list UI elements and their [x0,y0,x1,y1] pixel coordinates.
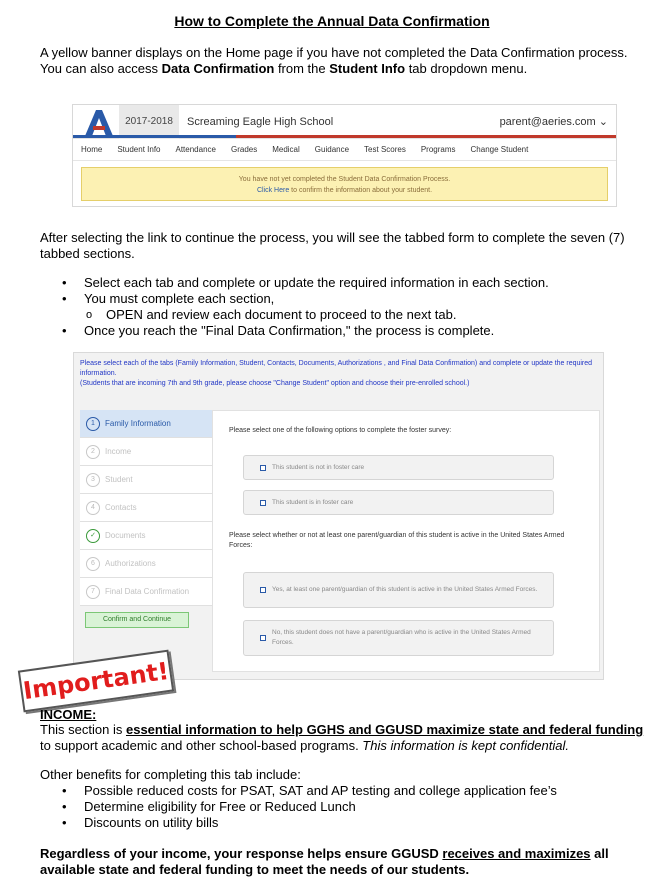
nav-guidance[interactable]: Guidance [314,145,350,154]
nav-grades[interactable]: Grades [230,145,258,154]
tab-family-information[interactable] [80,410,213,438]
tab-label: Contacts [105,503,137,512]
nav-student-info[interactable]: Student Info [117,145,161,154]
intro-text: from the [274,61,330,76]
tab-label: Family Information [105,419,171,428]
header-accent-bar [73,135,616,138]
closing-text: Regardless of your income, your response helps ensure GGUSD [40,846,443,861]
income-confidential-note: This information is kept confidential. [362,738,569,753]
confirm-and-continue-button[interactable]: Confirm and Continue [85,612,189,628]
tab-label: Authorizations [105,559,156,568]
benefits-list [62,783,557,831]
nav-change-student[interactable]: Change Student [470,145,529,154]
school-name: Screaming Eagle High School [187,116,334,128]
tab-label: Documents [105,531,146,540]
nav-medical[interactable]: Medical [272,145,300,154]
user-email-menu[interactable] [500,105,608,139]
aeries-logo-icon [79,108,119,138]
checkbox-icon[interactable] [260,587,266,593]
armed-forces-question: Please select whether or not at least one parent/guardian of this student is active in the United States Armed Forces: [229,532,565,549]
income-heading: INCOME: [40,707,97,722]
chevron-down-icon: ⌄ [598,116,608,128]
benefits-intro: Other benefits for completing this tab include: [40,767,301,782]
intro-bold-data-confirmation: Data Confirmation [161,61,275,76]
step-number: 2 [86,445,100,459]
armed-forces-option-yes[interactable] [243,572,554,608]
tab-label: Student [105,475,133,484]
main-nav [73,139,616,161]
intro-bold-student-info: Student Info [329,61,406,76]
foster-option-not-in-care[interactable] [243,455,554,480]
list-item: • Select each tab and complete or update the required information in each section. [62,275,549,291]
tab-label: Income [105,447,132,456]
armed-forces-option-no[interactable] [243,620,554,656]
tab-contacts[interactable] [80,494,213,522]
tab-income[interactable] [80,438,213,466]
intro-paragraph [40,45,650,77]
form-instructions-note: (Students that are incoming 7th and 9th grade, please choose "Change Student" option and choose their pre-enrolled school.) [80,380,470,387]
foster-option-in-care[interactable] [243,490,554,515]
intro-text: You can also access [40,61,162,76]
app-header [73,105,616,139]
tab-authorizations[interactable] [80,550,213,578]
tab-documents[interactable] [80,522,213,550]
income-emphasis: essential information to help GGHS and GGUSD maximize state and federal funding [125,722,644,737]
step-number: 1 [86,417,100,431]
option-label: This student is not in foster care [272,463,365,471]
nav-programs[interactable]: Programs [420,145,456,154]
checkbox-icon[interactable] [260,500,266,506]
home-page-screenshot [72,104,617,207]
income-text: This section is [40,722,126,737]
step-number: 4 [86,501,100,515]
banner-message: You have not yet completed the Student Data Confirmation Process. [238,176,451,183]
option-label: This student is in foster care [272,498,354,506]
tab-label: Final Data Confirmation [105,587,190,596]
banner-message-2: to confirm the information about your student. [289,187,433,194]
nav-test-scores[interactable]: Test Scores [364,145,406,154]
income-paragraph [40,722,650,754]
intro-text: tab dropdown menu. [405,61,528,76]
closing-text: all available state and federal funding to meet the needs of our students. [40,846,609,877]
foster-survey-question: Please select one of the following options to complete the foster survey: [229,427,452,434]
nav-attendance[interactable]: Attendance [175,145,216,154]
checkbox-icon[interactable] [260,635,266,641]
form-instructions-line: Please select each of the tabs (Family Information, Student, Contacts, Documents, Authorizations , and Final Data Confirmation) and complete or update the required information. [80,360,593,377]
list-item: • Possible reduced costs for PSAT, SAT and AP testing and college application fee’s [62,783,557,799]
data-confirmation-banner [81,167,608,201]
check-icon: ✓ [86,529,100,543]
intro-line-1: A yellow banner displays on the Home page if you have not completed the Data Confirmation process. [40,45,628,60]
income-text: to support academic and other school-based programs. [40,738,363,753]
nav-home[interactable]: Home [81,145,103,154]
tab-list [80,410,213,606]
list-item: • You must complete each section, [62,291,549,307]
family-information-form [212,410,600,672]
school-year[interactable]: 2017-2018 [119,105,179,139]
list-item: • Discounts on utility bills [62,815,557,831]
banner-click-here-link[interactable]: Click Here [256,187,290,194]
closing-paragraph [40,846,650,878]
list-item: • Once you reach the "Final Data Confirmation," the process is complete. [62,323,549,339]
tabbed-form-screenshot [73,352,604,680]
option-label: Yes, at least one parent/guardian of this student is active in the United States Armed Forces. [272,586,538,593]
list-item: o OPEN and review each document to proceed to the next tab. [62,307,549,323]
tabbed-form-paragraph: After selecting the link to continue the process, you will see the tabbed form to complete the seven (7) tabbed sections. [40,230,625,261]
form-instructions [80,359,600,389]
closing-emphasis: receives and maximizes [442,846,591,861]
step-number: 6 [86,557,100,571]
step-number: 3 [86,473,100,487]
tab-final-data-confirmation[interactable] [80,578,213,606]
important-stamp: Important! [18,650,174,713]
option-label: No, this student does not have a parent/guardian who is active in the United States Armed Forces. [272,629,531,646]
page-title: How to Complete the Annual Data Confirmation [174,13,490,29]
list-item: • Determine eligibility for Free or Reduced Lunch [62,799,557,815]
step-number: 7 [86,585,100,599]
tab-student[interactable] [80,466,213,494]
instructions-list [62,275,549,339]
checkbox-icon[interactable] [260,465,266,471]
user-email: parent@aeries.com [499,116,596,128]
